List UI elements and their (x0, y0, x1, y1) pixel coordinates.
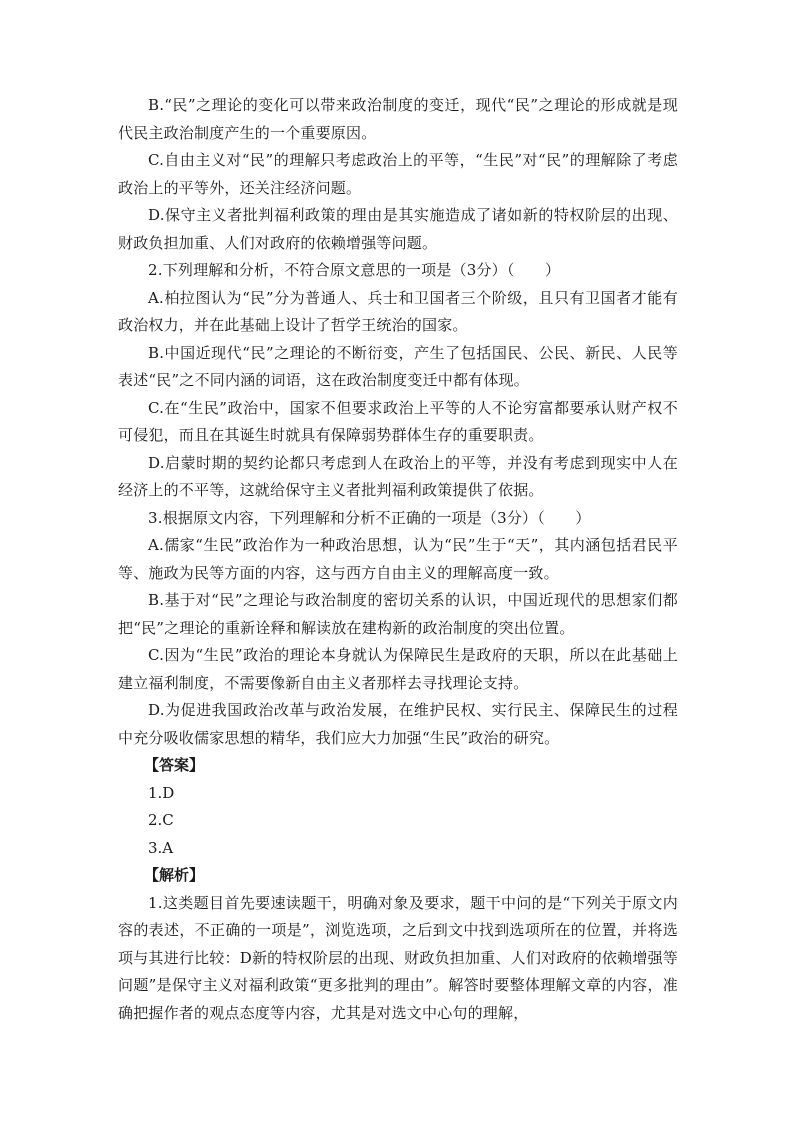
analysis-paragraph: 1.这类题目首先要速读题干，明确对象及要求，题干中问的是“下列关于原文内容的表述，不正确的一项是”，浏览选项，之后到文中找到选项所在的位置，并将选项与其进行比较：D新的特权阶层的出现、财政负担加重、人们对政府的依赖增强等问题”是保守主义对福利政策“更多批判的理由”。解答时要整体理解文章的内容，准确把握作者的观点态度等内容，尤其是对选文中心句的理解， (118, 893, 678, 1022)
paragraph-option-3a: A.儒家“生民”政治作为一种政治思想，认为“民”生于“天”，其内涵包括君民平等、施政为民等方面的内容，这与西方自由主义的理解高度一致。 (118, 536, 678, 582)
paragraph-option-1d: D.保守主义者批判福利政策的理由是其实施造成了诸如新的特权阶层的出现、财政负担加重、人们对政府的依赖增强等问题。 (118, 206, 678, 252)
paragraph-option-1b: B.“民”之理论的变化可以带来政治制度的变迁，现代“民”之理论的形成就是现代民主政治制度产生的一个重要原因。 (118, 96, 678, 142)
answer-heading: 【答案】 (144, 756, 205, 774)
paragraph-option-3b: B.基于对“民”之理论与政治制度的密切关系的认识，中国近现代的思想家们都把“民”之理论的重新诠释和解读放在建构新的政治制度的突出位置。 (118, 591, 678, 637)
paragraph-option-2d: D.启蒙时期的契约论都只考虑到人在政治上的平等，并没有考虑到现实中人在经济上的不平等，这就给保守主义者批判福利政策提供了依据。 (118, 453, 678, 499)
paragraph-option-2c: C.在“生民”政治中，国家不但要求政治上平等的人不论穷富都要承认财产权不可侵犯，而且在其诞生时就具有保障弱势群体生存的重要职责。 (118, 398, 678, 444)
analysis-heading: 【解析】 (144, 866, 205, 884)
paragraph-option-2a: A.柏拉图认为“民”分为普通人、兵士和卫国者三个阶级，且只有卫国者才能有政治权力，并在此基础上设计了哲学王统治的国家。 (118, 288, 678, 334)
answer-1: 1.D (148, 783, 175, 802)
question-2: 2.下列理解和分析，不符合原文意思的一项是（3分）（ ） (148, 261, 561, 279)
answer-2: 2.C (148, 811, 174, 829)
answer-3: 3.A (148, 838, 174, 857)
question-3: 3.根据原文内容，下列理解和分析不正确的一项是（3分）（ ） (148, 508, 591, 527)
paragraph-option-1c: C.自由主义对“民”的理解只考虑政治上的平等，“生民”对“民”的理解除了考虑政治上的平等外，还关注经济问题。 (118, 151, 678, 197)
paragraph-option-3c: C.因为“生民”政治的理论本身就认为保障民生是政府的天职，所以在此基础上建立福利制度，不需要像新自由主义者那样去寻找理论支持。 (118, 646, 678, 692)
paragraph-option-2b: B.中国近现代“民”之理论的不断衍变，产生了包括国民、公民、新民、人民等表述“民”之不同内涵的词语，这在政治制度变迁中都有体现。 (118, 343, 678, 389)
paragraph-option-3d: D.为促进我国政治改革与政治发展，在维护民权、实行民主、保障民生的过程中充分吸收儒家思想的精华，我们应大力加强“生民”政治的研究。 (118, 701, 678, 747)
document-page (118, 92, 678, 1027)
